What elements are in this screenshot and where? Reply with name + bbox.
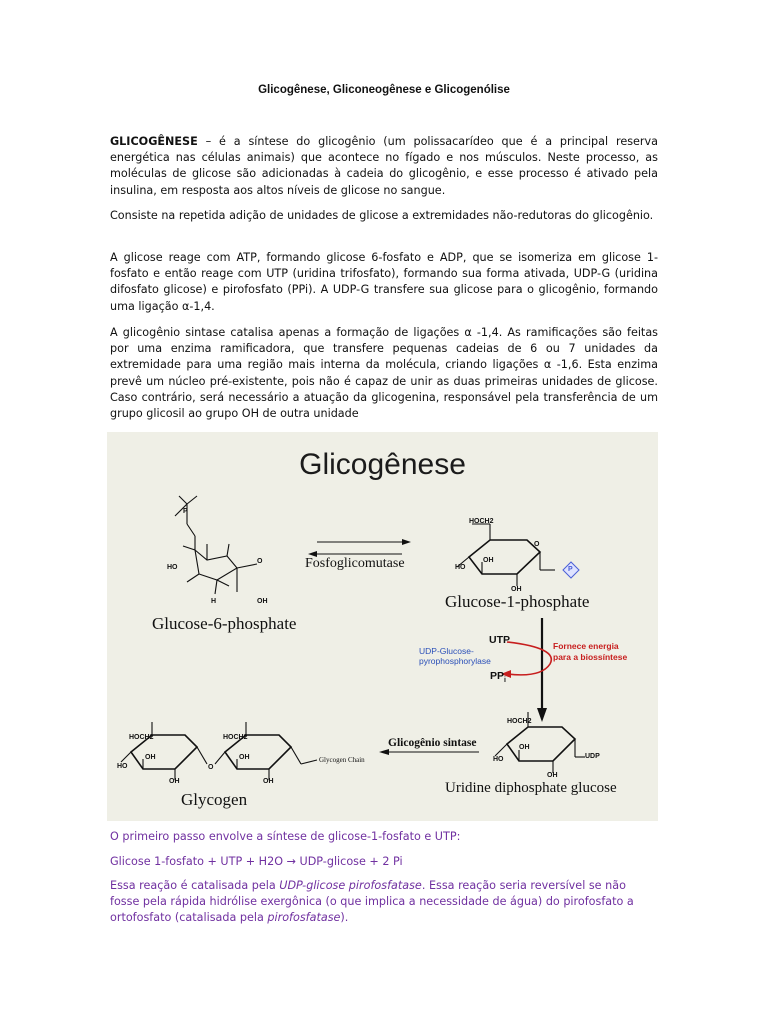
glycogen-structure [121,722,317,780]
enzyme-label-line-1: UDP-Glucose- [419,646,474,656]
energia-line-1: Fornece energia [553,641,619,651]
g6p-oh-label: OH [257,598,268,605]
after3-text-e: ). [340,911,349,924]
document-title: Glicogênese, Gliconeogênese e Glicogenólise [258,84,510,96]
paragraph-3: A glicose reage com ATP, formando glicose 6-fosfato e ADP, que se isomeriza em glicose 1-fosfato e então reage com UTP (uridina trifosfato), formando sua forma ativada, UDP-G (uridina difosfato glicose) e pirofosfato (PPi). A UDP-G transfere sua glicose para o glicogênio, formando uma ligação α-1,4. [110,251,658,313]
g6p-p-label: P [183,508,188,515]
glycogen-oh-3-label: OH [239,754,250,761]
ppi-label [490,670,506,684]
after3-text-a: Essa reação é catalisada pela [110,879,280,892]
g6p-o-label: O [257,558,263,565]
energia-note [553,641,627,663]
fosfoglicomutase-label: Fosfoglicomutase [305,556,405,571]
glycogen-oh-1-label: OH [145,754,156,761]
glicogenio-sintase-label: Glicogênio sintase [388,737,477,749]
g1p-ho-label: HO [455,564,466,571]
ppi-text: PP [490,670,505,682]
g6p-ho-label: HO [167,564,178,571]
glycogen-oh-2-label: OH [169,778,180,785]
paragraph-4: A glicogênio sintase catalisa apenas a formação de ligações α -1,4. As ramificações são feitas por uma enzima ramificadora, que transfere pequenas cadeias de 6 ou 7 unidades da extremidade para uma região mais interna da molécula, criando ligações α -1,6. Esta enzima prevê um núcleo pré-existente, pois não é capaz de unir as duas primeiras unidades de glicose. Caso contrário, será necessário a atuação da glicogenina, responsável pela transferência de um grupo glicosil ao grupo OH de outra unidade [110,326,658,421]
g1p-hoch2-label: HOCH2 [469,518,494,525]
g1p-o-label: O [534,541,540,548]
udpg-ho-label: HO [493,756,504,763]
utp-label: UTP [489,634,510,646]
glycogen-hoch2-1-label: HOCH2 [129,734,154,741]
udpg-oh2-label: OH [547,772,558,779]
after3-text-c: . Essa reação seria reversível se não fosse pela rápida hidrólise exergônica (o que implica a necessidade de água) do pirofosfato a ortofosfato (catalisada pela [110,879,634,924]
energia-line-2: para a biossíntese [553,652,628,662]
figure-title: Glicogênese [299,448,466,481]
g6p-h-label: H [211,598,217,605]
paragraph-2: Consiste na repetida adição de unidades de glicose a extremidades não-redutoras do glicogênio. [110,209,654,222]
udp-glucose-label: Uridine diphosphate glucose [445,780,617,796]
g1p-oh-label: OH [483,557,494,564]
fosfoglicomutase-arrows [317,542,402,554]
g1p-oh2-label: OH [511,586,522,593]
glycogen-link-o-label: O [208,764,214,771]
udp-glucose-pyrophosphorylase-label [419,646,491,666]
enzyme-name-udp-glicose-pirofosfatase: UDP-glicose pirofosfatase [279,879,422,892]
utp-ppi-curved-arrow [507,642,551,675]
paragraph-glicogenese-definition [110,134,658,199]
after-figure-line-1: O primeiro passo envolve a síntese de glicose-1-fosfato e UTP: [110,830,461,843]
enzyme-name-pirofosfatase: pirofosfatase [267,911,341,924]
after-figure-paragraph [110,878,658,926]
glycogen-ho-label: HO [117,763,128,770]
term-glicogenese: GLICOGÊNESE [110,135,198,148]
glycogen-oh-4-label: OH [263,778,274,785]
enzyme-label-line-2: pyrophosphorylase [419,656,491,666]
glucose-6-phosphate-label: Glucose-6-phosphate [152,614,297,633]
glycogen-label: Glycogen [181,790,248,809]
glycogen-hoch2-2-label: HOCH2 [223,734,248,741]
udpg-oh-label: OH [519,744,530,751]
phosphate-p-label: P [568,566,573,573]
glicogenese-figure [107,432,658,821]
reaction-equation: Glicose 1-fosfato + UTP + H2O → UDP-glicose + 2 Pi [110,855,403,868]
glucose-1-phosphate-structure [457,524,555,586]
glycogen-chain-label: Glycogen Chain [319,756,365,764]
glucose-1-phosphate-label: Glucose-1-phosphate [445,592,590,611]
paragraph-1-text: – é a síntese do glicogênio (um polissacarídeo que é a principal reserva energética nas células animais) que acontece no fígado e nos músculos. Neste processo, as moléculas de glicose são adicionadas à cadeia do glicogênio, e esse processo é ativado pela insulina, em resposta aos altos níveis de glicose no sangue. [110,135,658,197]
udpg-udp-label: UDP [585,753,600,760]
udpg-hoch2-label: HOCH2 [507,718,532,725]
ppi-subscript: i [504,677,506,685]
